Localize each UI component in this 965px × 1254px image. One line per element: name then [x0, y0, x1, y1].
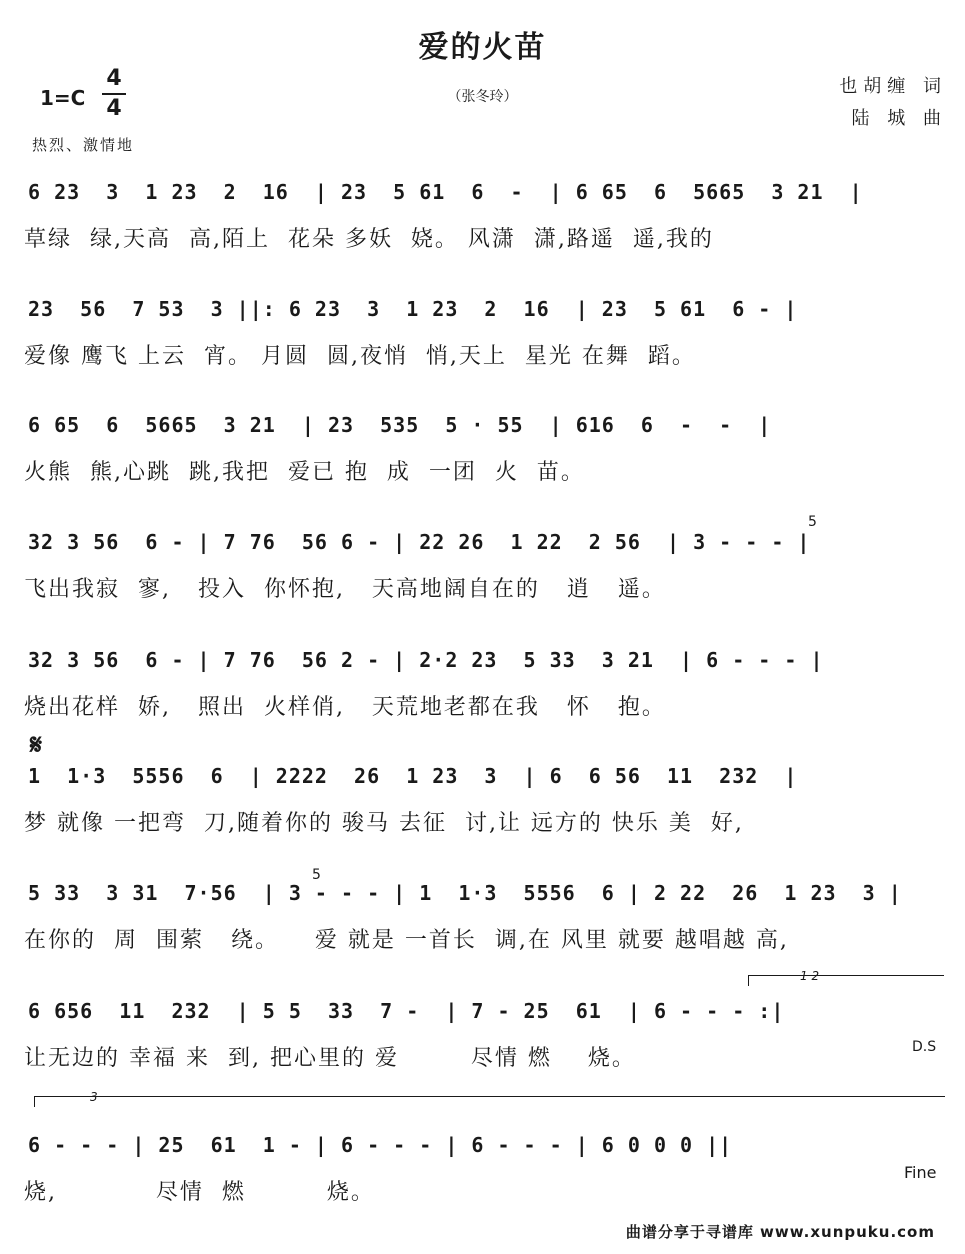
volta-bracket-2	[34, 1096, 945, 1107]
lyric-line: 飞出我寂 寥, 投入 你怀抱, 天高地阔自在的 逍 遥。	[24, 577, 666, 602]
singer-name: （张冬玲）	[447, 89, 518, 105]
volta-label-2: 3	[90, 1090, 98, 1104]
dal-segno-mark: D.S	[912, 1039, 937, 1055]
notation-line: 6 65 6 5665 3 21 | 23 535 5 · 55 | 616 6 - - |	[28, 413, 772, 437]
notation-line: 6 23 3 1 23 2 16 | 23 5 61 6 - | 6 65 6 5665 3 21 |	[28, 180, 863, 204]
composer-credit: 陆 城 曲	[851, 108, 947, 129]
time-signature-top: 4	[106, 66, 122, 91]
notation-line: 23 56 7 53 3 ||: 6 23 3 1 23 2 16 | 23 5 61 6 - |	[28, 297, 798, 321]
tempo-marking: 热烈、激情地	[32, 136, 135, 154]
notation-line: 6 656 11 232 | 5 5 33 7 - | 7 - 25 61 | 6 - - - :|	[28, 999, 785, 1023]
notation-line: 6 - - - | 25 61 1 - | 6 - - - | 6 - - - | 6 0 0 0 ||	[28, 1133, 733, 1157]
notation-line: 32 3 56 6 - | 7 76 56 6 - | 22 26 1 22 2 56 | 3 - - - |	[28, 530, 811, 554]
lyric-line: 在你的 周 围萦 绕。 爱 就是 一首长 调,在 风里 就要 越唱越 高,	[24, 928, 789, 953]
lyric-line: 烧出花样 娇, 照出 火样俏, 天荒地老都在我 怀 抱。	[24, 695, 666, 720]
lyric-line: 草绿 绿,天高 高,陌上 花朵 多妖 娆。 风潇 潇,路遥 遥,我的	[24, 227, 714, 252]
time-signature-bottom: 4	[106, 96, 122, 121]
lyric-line: 爱像 鹰飞 上云 宵。 月圆 圆,夜悄 悄,天上 星光 在舞 蹈。	[24, 344, 696, 369]
grace-note: 5	[312, 867, 321, 883]
lyric-line: 烧, 尽情 燃 烧。	[24, 1180, 375, 1205]
volta-label-1: 1 2	[800, 969, 820, 983]
fine-mark: Fine	[904, 1163, 937, 1182]
lyric-line: 梦 就像 一把弯 刀,随着你的 骏马 去征 讨,让 远方的 快乐 美 好,	[24, 811, 744, 836]
notation-line: 5 33 3 31 7·56 | 3 - - - | 1 1·3 5556 6 | 2 22 26 1 23 3 |	[28, 881, 902, 905]
lyricist-credit: 也胡缠 词	[839, 76, 947, 97]
volta-bracket-1	[748, 975, 944, 986]
lyric-line: 火熊 熊,心跳 跳,我把 爱已 抱 成 一团 火 苗。	[24, 460, 585, 485]
notation-line: 32 3 56 6 - | 7 76 56 2 - | 2·2 23 5 33 3 21 | 6 - - - |	[28, 648, 824, 672]
grace-note: 5	[808, 514, 817, 530]
key-signature: 1=C	[40, 86, 86, 110]
lyric-line: 让无边的 幸福 来 到, 把心里的 爱 尽情 燃 烧。	[24, 1046, 636, 1071]
song-title: 爱的火苗	[418, 30, 547, 65]
segno-sign: 𝄋	[30, 728, 43, 761]
notation-line: 1 1·3 5556 6 | 2222 26 1 23 3 | 6 6 56 11 232 |	[28, 764, 798, 788]
footer-source: 曲谱分享于寻谱库 www.xunpuku.com	[625, 1223, 935, 1241]
